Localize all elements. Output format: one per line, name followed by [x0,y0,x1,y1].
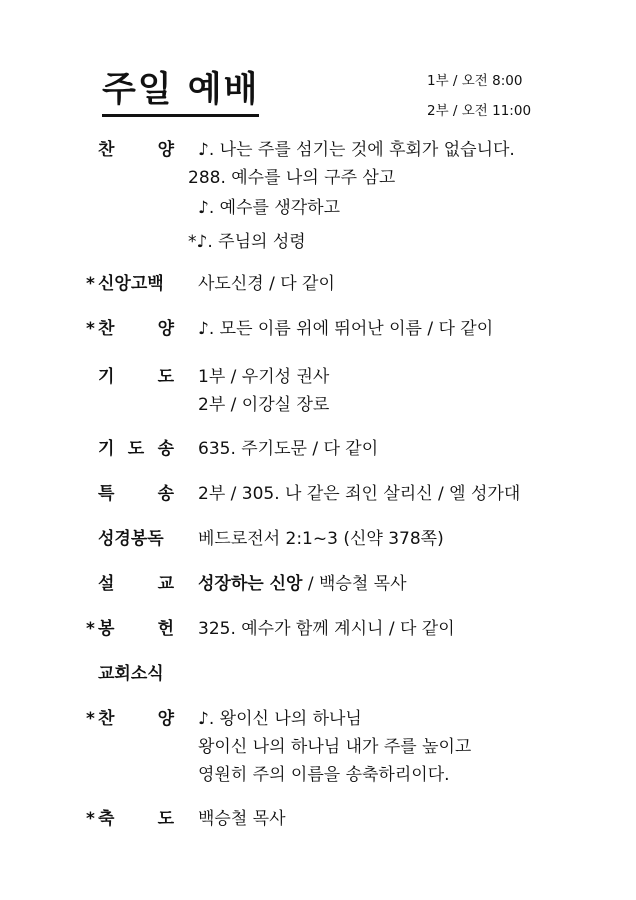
order-label: 설 교 [98,574,174,594]
order-content: ♪. 왕이신 나의 하나님 왕이신 나의 하나님 내가 주를 높이고 영원히 주의 이름을 송축하리이다. [198,709,472,785]
service-time-1: 1부 / 오전 8:00 [427,73,523,89]
order-item-offering [0,615,636,660]
order-label: 기 도 [98,367,174,387]
order-label: * 찬 양 [86,709,174,729]
order-item-hymn-1 [0,136,636,270]
order-item-creed [0,270,636,315]
order-of-service [0,136,636,845]
order-item-announcements [0,660,636,705]
service-times [427,66,531,126]
order-label: 기 도 송 [98,439,174,459]
sermon-title: 성장하는 신앙 [198,574,303,594]
order-content: 백승철 목사 [198,809,286,829]
order-item-scripture [0,525,636,570]
order-label: 특 송 [98,484,174,504]
order-item-prayer [0,363,636,435]
order-label: * 찬 양 [86,319,174,339]
order-content: 1부 / 우기성 권사 2부 / 이강실 장로 [198,367,330,415]
order-content: 325. 예수가 함께 계시니 / 다 같이 [198,619,455,639]
order-label: 성경봉독 [98,529,164,549]
service-time-2: 2부 / 오전 11:00 [427,103,532,119]
order-label: * 축 도 [86,809,174,829]
sermon-preacher: / 백승철 목사 [302,574,407,594]
order-item-hymn-2 [0,315,636,363]
order-item-special-song [0,480,636,525]
order-content: 사도신경 / 다 같이 [198,274,335,294]
page-title: 주일 예배 [102,68,259,117]
order-content [198,570,636,598]
order-content: ♪. 모든 이름 위에 뛰어난 이름 / 다 같이 [198,319,494,339]
order-label: 찬 양 [98,140,174,160]
order-content: ♪. 나는 주를 섬기는 것에 후회가 없습니다. 288. 예수를 나의 구주 삼고 ♪. 예수를 생각하고 *♪. 주님의 성령 [188,140,515,252]
order-item-hymn-3 [0,705,636,805]
order-item-benediction [0,805,636,845]
order-item-prayer-song [0,435,636,480]
order-label: * 신앙고백 [86,274,164,294]
order-content: 2부 / 305. 나 같은 죄인 살리신 / 엘 성가대 [198,484,521,504]
order-item-sermon [0,570,636,615]
order-label: * 봉 헌 [86,619,174,639]
order-content: 635. 주기도문 / 다 같이 [198,439,379,459]
order-label: 교회소식 [98,664,164,684]
order-content: 베드로전서 2:1~3 (신약 378쪽) [198,529,444,549]
